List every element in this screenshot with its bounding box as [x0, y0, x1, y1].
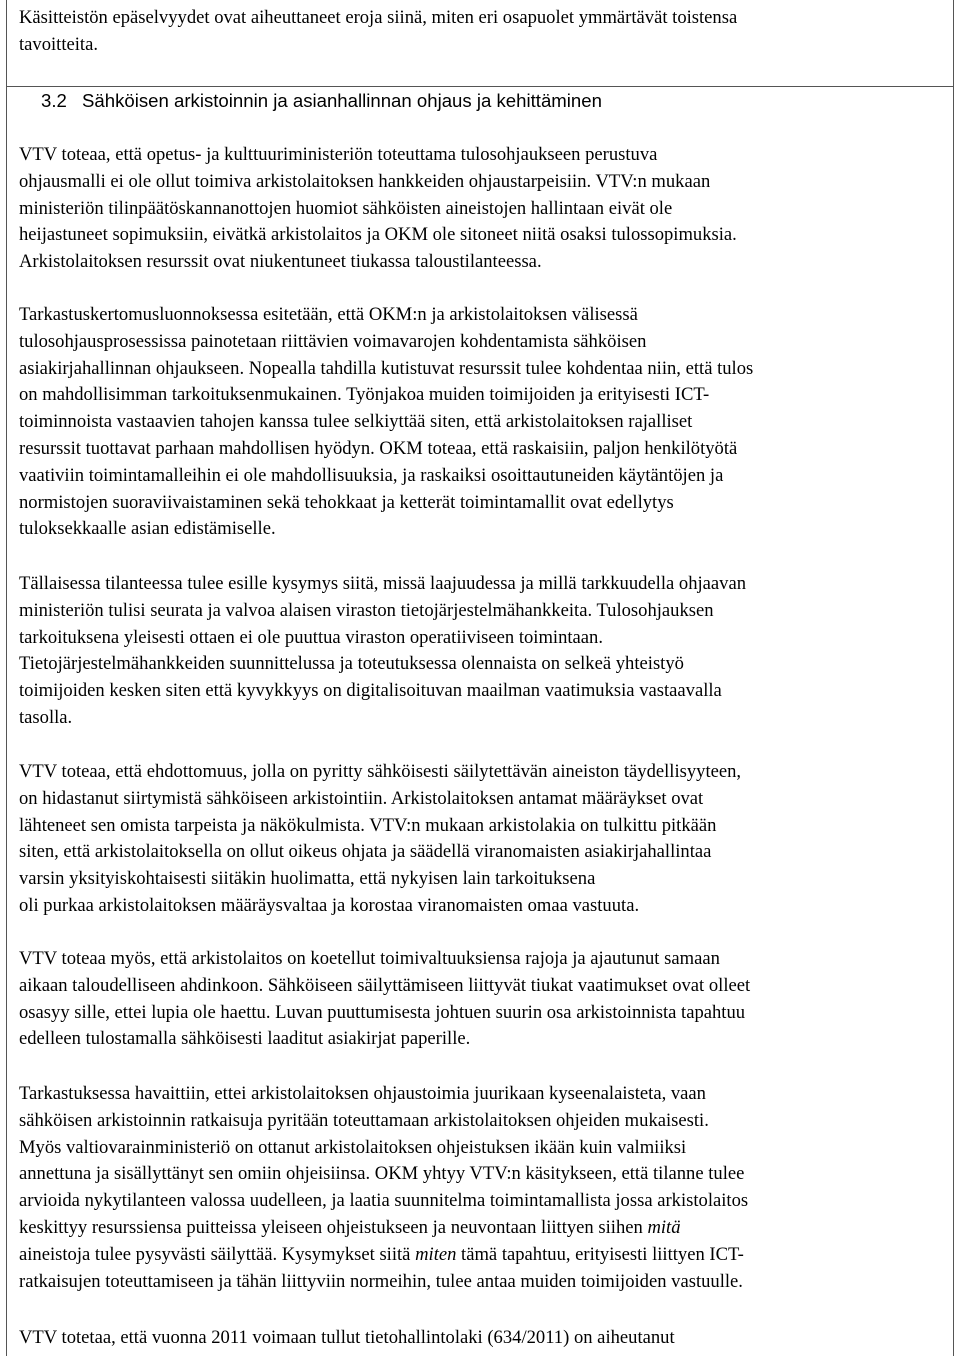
text-line: Tarkastuskertomusluonnoksessa esitetään, että OKM:n ja arkistolaitoksen välisessä: [19, 304, 638, 325]
text-line: annettuna ja sisällyttänyt sen omiin ohjeisiinsa. OKM yhtyy VTV:n käsitykseen, että tilanne tulee: [19, 1163, 745, 1185]
table-rule: [6, 86, 954, 87]
text-line: aikaan taloudelliseen ahdinkoon. Sähköiseen säilyttämiseen liittyvät tiukat vaatimukset ovat olleet: [19, 974, 751, 996]
text-line: siten, että arkistolaitoksella on ollut oikeus ohjata ja säädellä viranomaisten asiakirjahallintaa: [19, 841, 712, 863]
text-line: Myös valtiovarainministeriö on ottanut arkistolaitoksen ohjeistuksen ikään kuin valmiiksi: [19, 1136, 687, 1158]
emphasis: mitä: [647, 1216, 681, 1238]
text-line: tuloksekkaalle asian edistämiselle.: [19, 518, 276, 540]
text-line: aineistoja tulee pysyvästi säilyttää. Kysymykset siitä miten tämä tapahtuu, erityisesti liittyen ICT-: [19, 1243, 744, 1265]
paragraph-7: [19, 1325, 944, 1352]
text-line: VTV toteaa, että opetus- ja kulttuuriministeriön toteuttama tulosohjaukseen perustuva: [19, 144, 658, 165]
emphasis: miten: [415, 1243, 457, 1265]
text-line: ratkaisujen toteuttamiseen ja tähän liittyviin normeihin, tulee antaa muiden toimijoiden vastuulle.: [19, 1270, 743, 1292]
paragraph-5: [19, 946, 944, 1053]
text-line: resurssit tuottavat parhaan mahdollisen hyödyn. OKM toteaa, että raskaisiin, paljon henkilötyötä: [19, 437, 738, 459]
text-line: keskittyy resurssiensa puitteissa yleiseen ohjeistukseen ja neuvontaan liittyen siihen mitä: [19, 1216, 681, 1238]
section-number: 3.2: [41, 90, 67, 111]
paragraph-3: [19, 571, 944, 732]
paragraph-4: [19, 759, 944, 920]
text-line: Tällaisessa tilanteessa tulee esille kysymys siitä, missä laajuudessa ja millä tarkkuudella ohjaavan: [19, 573, 747, 594]
text-line: VTV toteaa, että ehdottomuus, jolla on pyritty sähköisesti säilytettävän aineiston täydellisyyteen,: [19, 761, 742, 782]
text-line: arvioida nykytilanteen valossa uudelleen, ja laatia suunnitelma toimintamallista jossa arkistolaitos: [19, 1190, 749, 1212]
text-line: toiminnoista vastaavien tahojen kanssa tulee selkiyttää siten, että arkistolaitoksen rajalliset: [19, 411, 693, 433]
text-line: tarkoituksena yleisesti ottaen ei ole puuttua viraston operatiiviseen toimintaan.: [19, 626, 603, 648]
text-line: oli purkaa arkistolaitoksen määräysvaltaa ja korostaa viranomaisten omaa vastuuta.: [19, 894, 640, 916]
text-line: Tietojärjestelmähankkeiden suunnittelussa ja toteutuksessa olennaista on selkeä yhteistyö: [19, 653, 684, 675]
paragraph-6: [19, 1081, 944, 1295]
text-line: Tarkastuksessa havaittiin, ettei arkistolaitoksen ohjaustoimia juurikaan kyseenalaisteta, vaan: [19, 1083, 706, 1104]
section-title: Sähköisen arkistoinnin ja asianhallinnan ohjaus ja kehittäminen: [82, 90, 602, 111]
text-line: VTV totetaa, että vuonna 2011 voimaan tullut tietohallintolaki (634/2011) on aiheutanut: [19, 1327, 675, 1348]
text-line: VTV toteaa myös, että arkistolaitos on koetellut toimivaltuuksiensa rajoja ja ajautunut samaan: [19, 948, 720, 969]
text-line: ministeriön tulisi seurata ja valvoa alaisen viraston tietojärjestelmähankkeita. Tulosohjauksen: [19, 599, 714, 621]
text-line: Käsitteistön epäselvyydet ovat aiheuttaneet eroja siinä, miten eri osapuolet ymmärtävät toistensa: [19, 7, 738, 28]
text-line: lähteneet sen omista tarpeista ja näkökulmista. VTV:n mukaan arkistolakia on tulkittu pitkään: [19, 814, 717, 836]
text-line: asiakirjahallinnan ohjaukseen. Nopealla tahdilla kutistuvat resurssit tulee kohdentaa niin, että tulos: [19, 357, 754, 379]
text-line: heijastuneet sopimuksiin, eivätkä arkistolaitos ja OKM ole sitoneet niitä osaksi tulossopimuksia.: [19, 224, 737, 246]
text-line: vaativiin toimintamalleihin ei ole mahdollisuuksia, ja raskaiksi osoittautuneiden käytäntöjen ja: [19, 464, 724, 486]
text-line: osasyy sille, ettei lupia ole haettu. Luvan puuttumisesta johtuen suurin osa arkistoinnista tapahtuu: [19, 1001, 746, 1023]
paragraph-2: [19, 302, 944, 543]
text-line: varsin yksityiskohtaisesti siitäkin huolimatta, että nykyisen lain tarkoituksena: [19, 868, 596, 890]
text-line: on mahdollisimman tarkoituksenmukainen. Työnjakoa muiden toimijoiden ja erityisesti ICT-: [19, 384, 710, 406]
text-line: tasolla.: [19, 706, 73, 728]
text-line: ohjausmalli ei ole ollut toimiva arkistolaitoksen hankkeiden ohjaustarpeisiin. VTV:n mukaan: [19, 170, 711, 192]
paragraph-1: [19, 142, 944, 276]
intro-text: [19, 5, 944, 59]
text-line: edelleen tulostamalla sähköisesti laaditut asiakirjat paperille.: [19, 1028, 471, 1050]
text-line: toimijoiden kesken siten että kyvykkyys on digitalisoituvan maailman vaatimuksia vastaavalla: [19, 680, 722, 702]
text-line: on hidastanut siirtymistä sähköiseen arkistointiin. Arkistolaitoksen antamat määräykset ovat: [19, 787, 704, 809]
text-line: sähköisen arkistoinnin ratkaisuja pyritään toteuttamaan arkistolaitoksen ohjeiden mukaisesti.: [19, 1109, 709, 1131]
text-line: Arkistolaitoksen resurssit ovat niukentuneet tiukassa taloustilanteessa.: [19, 251, 542, 273]
text-line: normistojen suoraviivaistaminen sekä tehokkaat ja ketterät toimintamallit ovat edellytys: [19, 491, 674, 513]
text-line: tavoitteita.: [19, 33, 98, 55]
text-line: tulosohjausprosessissa painotetaan riittävien voimavarojen kohdentamista sähköisen: [19, 330, 647, 352]
text-line: ministeriön tilinpäätöskannanottojen huomiot sähköisten aineistojen hallintaan eivät ole: [19, 197, 673, 219]
